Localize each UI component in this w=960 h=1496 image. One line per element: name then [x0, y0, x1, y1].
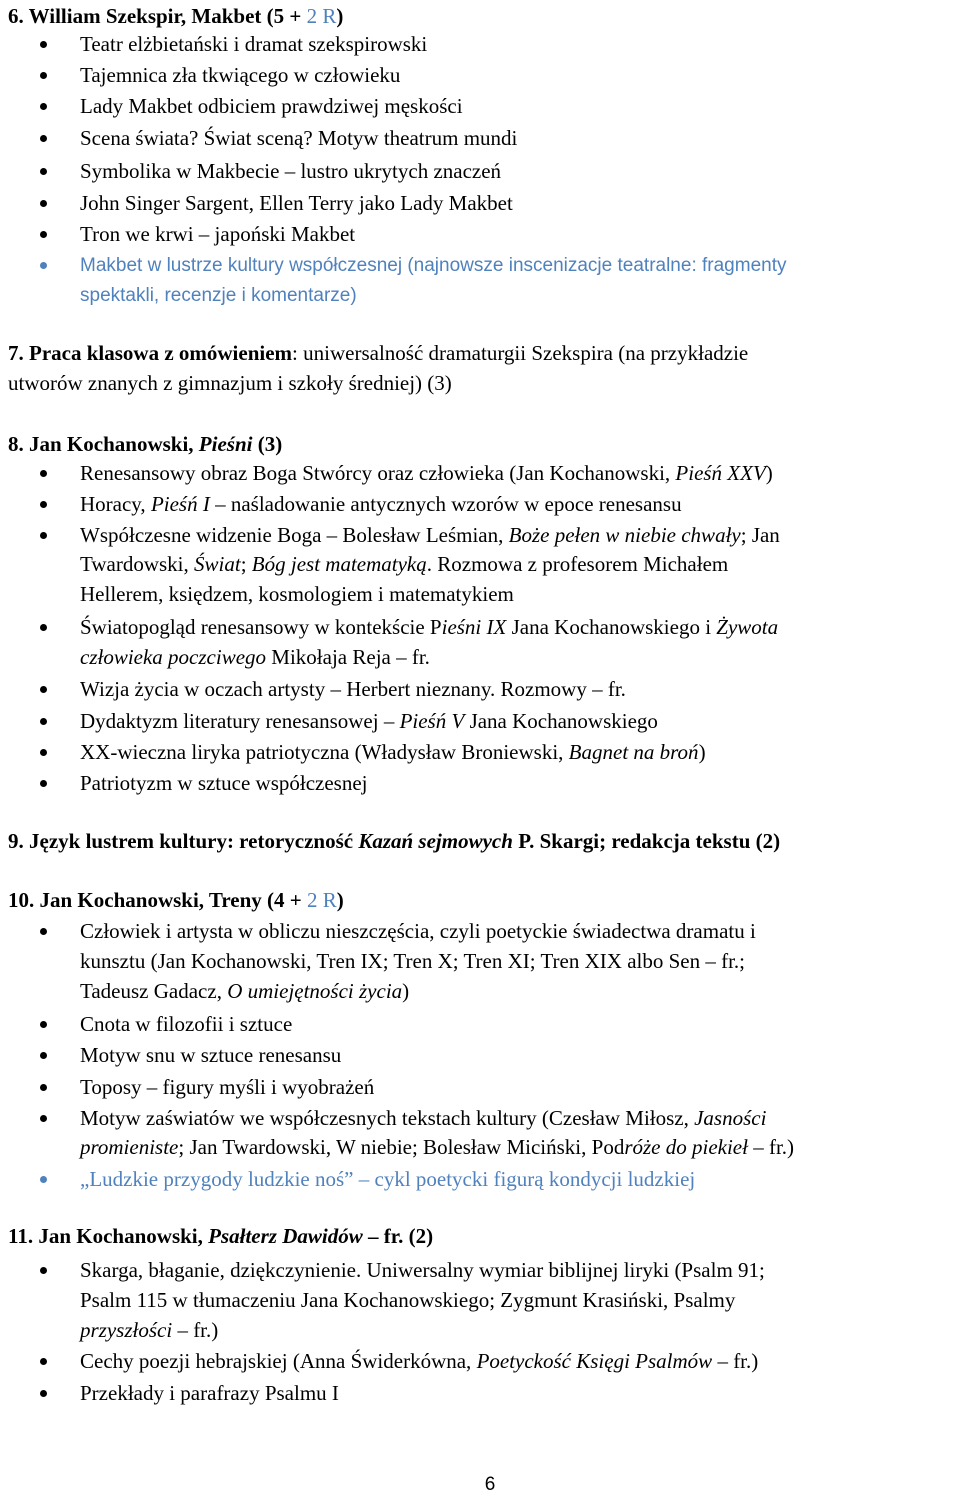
s8-item-7: XX-wieczna liryka patriotyczna (Władysław Broniewski, Bagnet na broń)	[80, 740, 706, 764]
s10-item-5-line-1: Motyw zaświatów we współczesnych tekstach kultury (Czesław Miłosz, Jasności	[80, 1106, 767, 1130]
bullet-icon	[40, 686, 47, 693]
section-10-heading: 10. Jan Kochanowski, Treny (4 + 2 R)	[8, 888, 344, 912]
bullet-icon	[40, 1115, 47, 1122]
s11-item-2: Cechy poezji hebrajskiej (Anna Świderkówna, Poetyckość Księgi Psalmów – fr.)	[80, 1349, 759, 1373]
s10-item-5-line-2: promieniste; Jan Twardowski, W niebie; Bolesław Miciński, Podróże do piekieł – fr.)	[80, 1135, 795, 1159]
section-9-heading: 9. Język lustrem kultury: retoryczność Kazań sejmowych P. Skargi; redakcja tekstu (2)	[8, 829, 781, 853]
bullet-icon	[40, 1176, 47, 1183]
s8-item-3-line-1: Współczesne widzenie Boga – Bolesław Leśmian, Boże pełen w niebie chwały; Jan	[80, 523, 780, 547]
s6-item-1: Teatr elżbietański i dramat szekspirowski	[80, 32, 428, 56]
bullet-icon	[40, 1267, 47, 1274]
bullet-icon	[40, 200, 47, 207]
s8-item-5: Wizja życia w oczach artysty – Herbert nieznany. Rozmowy – fr.	[80, 677, 626, 701]
s6-item-4: Scena świata? Świat sceną? Motyw theatrum mundi	[80, 126, 518, 150]
bullet-icon	[40, 501, 47, 508]
s8-item-8: Patriotyzm w sztuce współczesnej	[80, 771, 368, 795]
bullet-icon	[40, 624, 47, 631]
s6-item-8-line-1: Makbet w lustrze kultury współczesnej (najnowsze inscenizacje teatralne: fragmenty	[80, 255, 787, 276]
s10-item-6: „Ludzkie przygody ludzkie noś” – cykl poetycki figurą kondycji ludzkiej	[80, 1167, 696, 1191]
bullet-icon	[40, 718, 47, 725]
bullet-icon	[40, 1084, 47, 1091]
bullet-icon	[40, 41, 47, 48]
page-number: 6	[484, 1474, 496, 1495]
s8-item-3-line-3: Hellerem, księdzem, kosmologiem i matematykiem	[80, 582, 514, 606]
bullet-icon	[40, 262, 47, 269]
s10-item-1-line-2: kunsztu (Jan Kochanowski, Tren IX; Tren X; Tren XI; Tren XIX albo Sen – fr.;	[80, 949, 746, 973]
s6-item-2: Tajemnica zła tkwiącego w człowieku	[80, 63, 401, 87]
s8-item-4-line-1: Światopogląd renesansowy w kontekście Pieśni IX Jana Kochanowskiego i Żywota	[80, 615, 779, 639]
bullet-icon	[40, 1390, 47, 1397]
s8-item-6: Dydaktyzm literatury renesansowej – Pieśń V Jana Kochanowskiego	[80, 709, 658, 733]
bullet-icon	[40, 470, 47, 477]
s11-item-3: Przekłady i parafrazy Psalmu I	[80, 1381, 339, 1405]
s11-item-1-line-2: Psalm 115 w tłumaczeniu Jana Kochanowskiego; Zygmunt Krasiński, Psalmy	[80, 1288, 736, 1312]
s10-item-4: Toposy – figury myśli i wyobrażeń	[80, 1075, 375, 1099]
bullet-icon	[40, 928, 47, 935]
s6-item-6: John Singer Sargent, Ellen Terry jako Lady Makbet	[80, 191, 513, 215]
s6-item-3: Lady Makbet odbiciem prawdziwej męskości	[80, 94, 463, 118]
section-11-heading: 11. Jan Kochanowski, Psałterz Dawidów – fr. (2)	[8, 1224, 434, 1248]
s8-item-2: Horacy, Pieśń I – naśladowanie antycznych wzorów w epoce renesansu	[80, 492, 682, 516]
section-6-heading: 6. William Szekspir, Makbet (5 + 2 R)	[8, 4, 344, 28]
bullet-icon	[40, 72, 47, 79]
bullet-icon	[40, 1358, 47, 1365]
bullet-icon	[40, 135, 47, 142]
bullet-icon	[40, 103, 47, 110]
s6-item-8-line-2: spektakli, recenzje i komentarze)	[80, 285, 357, 306]
bullet-icon	[40, 749, 47, 756]
s8-item-4-line-2: człowieka poczciwego Mikołaja Reja – fr.	[80, 645, 430, 669]
s10-item-1-line-1: Człowiek i artysta w obliczu nieszczęścia, czyli poetyckie świadectwa dramatu i	[80, 919, 756, 943]
bullet-icon	[40, 780, 47, 787]
s10-item-1-line-3: Tadeusz Gadacz, O umiejętności życia)	[80, 979, 410, 1003]
s11-item-1-line-3: przyszłości – fr.)	[80, 1318, 219, 1342]
section-8-heading: 8. Jan Kochanowski, Pieśni (3)	[8, 432, 283, 456]
s10-item-3: Motyw snu w sztuce renesansu	[80, 1043, 342, 1067]
s6-item-7: Tron we krwi – japoński Makbet	[80, 222, 356, 246]
s8-item-1: Renesansowy obraz Boga Stwórcy oraz człowieka (Jan Kochanowski, Pieśń XXV)	[80, 461, 773, 485]
section-7-line-1: 7. Praca klasowa z omówieniem: uniwersalność dramaturgii Szekspira (na przykładzie	[8, 341, 749, 365]
section-7-line-2: utworów znanych z gimnazjum i szkoły średniej) (3)	[8, 371, 452, 395]
s11-item-1-line-1: Skarga, błaganie, dziękczynienie. Uniwersalny wymiar biblijnej liryki (Psalm 91;	[80, 1258, 765, 1282]
bullet-icon	[40, 168, 47, 175]
s6-item-5: Symbolika w Makbecie – lustro ukrytych znaczeń	[80, 159, 502, 183]
s10-item-2: Cnota w filozofii i sztuce	[80, 1012, 293, 1036]
s8-item-3-line-2: Twardowski, Świat; Bóg jest matematyką. Rozmowa z profesorem Michałem	[80, 552, 729, 576]
bullet-icon	[40, 532, 47, 539]
bullet-icon	[40, 1021, 47, 1028]
bullet-icon	[40, 1052, 47, 1059]
bullet-icon	[40, 231, 47, 238]
